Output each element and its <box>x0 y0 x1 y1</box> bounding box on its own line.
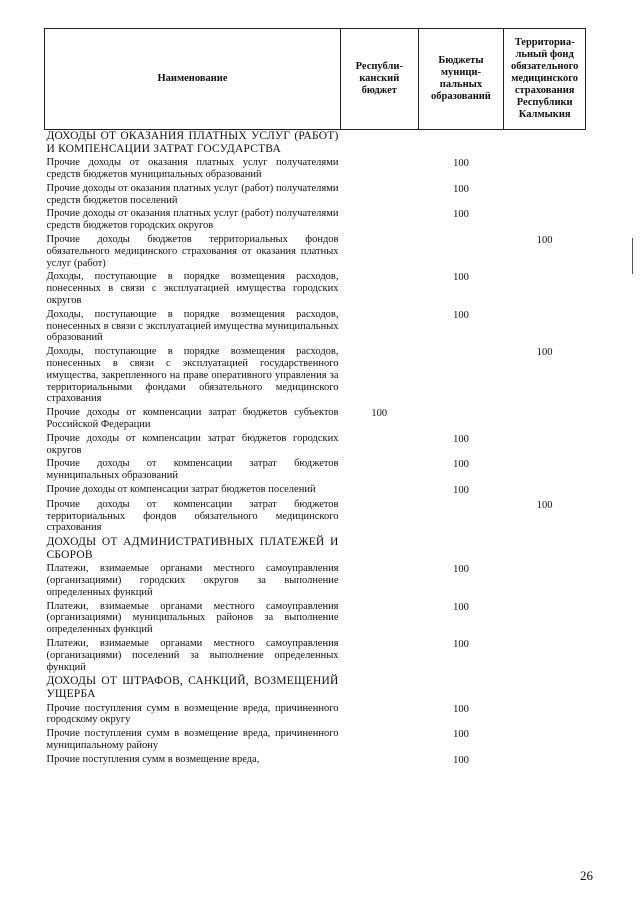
table-row <box>45 638 586 675</box>
table-row <box>45 703 586 729</box>
municipal-budget-cell: 100 <box>453 433 469 445</box>
municipal-budget-cell <box>418 130 504 158</box>
fund-cell <box>504 309 586 346</box>
fund-cell <box>504 407 586 433</box>
revenue-name-cell: Доходы, поступающие в порядке возмещения расходов, понесенных в связи с эксплуатацией имущества муниципальных образований <box>46 308 339 344</box>
municipal-budget-cell: 100 <box>453 754 469 766</box>
fund-cell: 100 <box>536 234 553 246</box>
table-row <box>45 208 586 234</box>
revenue-name-cell: ДОХОДЫ ОТ ШТРАФОВ, САНКЦИЙ, ВОЗМЕЩЕНИЙ УЩЕРБА <box>46 675 339 701</box>
municipal-budget-cell: 100 <box>453 209 469 221</box>
revenue-name-cell: Платежи, взимаемые органами местного самоуправления (организациями) поселений за выполнение определенных функций <box>46 638 339 673</box>
header-republic-budget: Республи-канский бюджет <box>341 29 419 130</box>
republic-budget-cell <box>341 271 419 308</box>
municipal-budget-cell <box>418 346 504 407</box>
page-number: 26 <box>580 868 593 883</box>
revenue-name-cell: Платежи, взимаемые органами местного самоуправления (организациями) муниципальных районов за выполнение определенных функций <box>46 600 339 636</box>
revenue-name-cell: Прочие доходы бюджетов территориальных фондов обязательного медицинского страхования от оказания платных услуг (работ) <box>46 233 339 269</box>
table-row <box>45 157 586 183</box>
municipal-budget-cell <box>418 499 504 536</box>
fund-cell: 100 <box>536 347 553 359</box>
fund-cell <box>504 183 586 209</box>
fund-cell <box>504 754 586 769</box>
republic-budget-cell <box>341 728 419 754</box>
revenue-distribution-table <box>44 28 586 769</box>
scan-edge-mark <box>632 238 633 274</box>
header-municipal-budgets: Бюджеты муници-пальных образований <box>418 29 504 130</box>
table-body <box>45 130 586 769</box>
municipal-budget-cell: 100 <box>453 703 469 715</box>
revenue-name-cell: Прочие доходы от оказания платных услуг (работ) получателями средств бюджетов поселений <box>46 182 339 206</box>
municipal-budget-cell <box>418 675 504 702</box>
municipal-budget-cell: 100 <box>453 639 469 651</box>
table-row <box>45 183 586 209</box>
table-row <box>45 499 586 536</box>
revenue-name-cell: Прочие доходы от компенсации затрат бюджетов муниципальных образований <box>46 458 339 482</box>
revenue-name-cell: Прочие доходы от компенсации затрат бюджетов территориальных фондов обязательного медицинского страхования <box>46 498 339 534</box>
republic-budget-cell <box>341 536 419 563</box>
municipal-budget-cell: 100 <box>453 158 469 170</box>
fund-cell <box>504 458 586 484</box>
revenue-name-cell: Прочие поступления сумм в возмещение вреда, <box>46 753 260 765</box>
revenue-name-cell: Прочие поступления сумм в возмещение вреда, причиненного муниципальному району <box>46 728 339 752</box>
fund-cell: 100 <box>536 499 553 511</box>
fund-cell <box>504 675 586 702</box>
fund-cell <box>504 563 586 600</box>
table-row <box>45 433 586 459</box>
republic-budget-cell <box>341 703 419 729</box>
fund-cell <box>504 601 586 638</box>
fund-cell <box>504 638 586 675</box>
republic-budget-cell <box>341 234 419 271</box>
republic-budget-cell <box>341 183 419 209</box>
table-row <box>45 234 586 271</box>
fund-cell <box>504 271 586 308</box>
municipal-budget-cell: 100 <box>453 484 469 496</box>
table-row <box>45 458 586 484</box>
municipal-budget-cell <box>418 407 504 433</box>
revenue-name-cell: Прочие поступления сумм в возмещение вреда, причиненного городскому округу <box>46 702 339 726</box>
republic-budget-cell <box>341 601 419 638</box>
fund-cell <box>504 208 586 234</box>
fund-cell <box>504 130 586 158</box>
republic-budget-cell <box>341 208 419 234</box>
revenue-name-cell: Прочие доходы от оказания платных услуг (работ) получателями средств бюджетов городских округов <box>46 208 339 232</box>
republic-budget-cell <box>341 130 419 158</box>
republic-budget-cell <box>341 458 419 484</box>
republic-budget-cell <box>341 309 419 346</box>
header-name: Наименование <box>45 29 341 130</box>
republic-budget-cell <box>341 484 419 499</box>
fund-cell <box>504 703 586 729</box>
table-row <box>45 728 586 754</box>
municipal-budget-cell: 100 <box>453 601 469 613</box>
fund-cell <box>504 157 586 183</box>
table-row <box>45 309 586 346</box>
municipal-budget-cell: 100 <box>453 183 469 195</box>
municipal-budget-cell: 100 <box>453 459 469 471</box>
revenue-name-cell: Прочие доходы от оказания платных услуг получателями средств бюджетов муниципальных образований <box>46 157 339 180</box>
table-row <box>45 271 586 308</box>
municipal-budget-cell: 100 <box>453 729 469 741</box>
revenue-name-cell: ДОХОДЫ ОТ ОКАЗАНИЯ ПЛАТНЫХ УСЛУГ (РАБОТ) И КОМПЕНСАЦИИ ЗАТРАТ ГОСУДАРСТВА <box>46 130 339 155</box>
revenue-name-cell: Платежи, взимаемые органами местного самоуправления (организациями) городских округов за выполнение определенных функций <box>46 563 339 598</box>
fund-cell <box>504 536 586 563</box>
revenue-name-cell: Доходы, поступающие в порядке возмещения расходов, понесенных в связи с эксплуатацией имущества городских округов <box>46 271 339 306</box>
table-row <box>45 563 586 600</box>
revenue-name-cell: Доходы, поступающие в порядке возмещения расходов, понесенных в связи с эксплуатацией государственного имущества, закрепленного на праве оперативного управления за территориальными фондами обязательного медицинского страхования <box>46 346 339 405</box>
table-row <box>45 484 586 499</box>
republic-budget-cell: 100 <box>371 408 388 420</box>
revenue-name-cell: Прочие доходы от компенсации затрат бюджетов поселений <box>46 483 316 495</box>
section-row <box>45 675 586 702</box>
revenue-name-cell: Прочие доходы от компенсации затрат бюджетов субъектов Российской Федерации <box>46 407 339 430</box>
municipal-budget-cell: 100 <box>453 564 469 576</box>
fund-cell <box>504 484 586 499</box>
republic-budget-cell <box>341 157 419 183</box>
republic-budget-cell <box>341 675 419 702</box>
table-header-row <box>45 29 586 130</box>
table-row <box>45 346 586 407</box>
revenue-name-cell: ДОХОДЫ ОТ АДМИНИСТРАТИВНЫХ ПЛАТЕЖЕЙ И СБОРОВ <box>46 536 339 561</box>
section-row <box>45 130 586 158</box>
republic-budget-cell <box>341 433 419 459</box>
section-row <box>45 536 586 563</box>
table-row <box>45 754 586 769</box>
republic-budget-cell <box>341 754 419 769</box>
republic-budget-cell <box>341 499 419 536</box>
municipal-budget-cell <box>418 536 504 563</box>
table-row <box>45 601 586 638</box>
municipal-budget-cell: 100 <box>453 272 469 284</box>
republic-budget-cell <box>341 563 419 600</box>
revenue-distribution-table-wrapper <box>44 28 586 769</box>
fund-cell <box>504 728 586 754</box>
republic-budget-cell <box>341 346 419 407</box>
municipal-budget-cell <box>418 234 504 271</box>
fund-cell <box>504 433 586 459</box>
republic-budget-cell <box>341 638 419 675</box>
municipal-budget-cell: 100 <box>453 309 469 321</box>
header-medical-insurance-fund: Территориа-льный фонд обязательного медицинского страхования Республики Калмыкия <box>504 29 586 130</box>
table-row <box>45 407 586 433</box>
revenue-name-cell: Прочие доходы от компенсации затрат бюджетов городских округов <box>46 432 339 456</box>
